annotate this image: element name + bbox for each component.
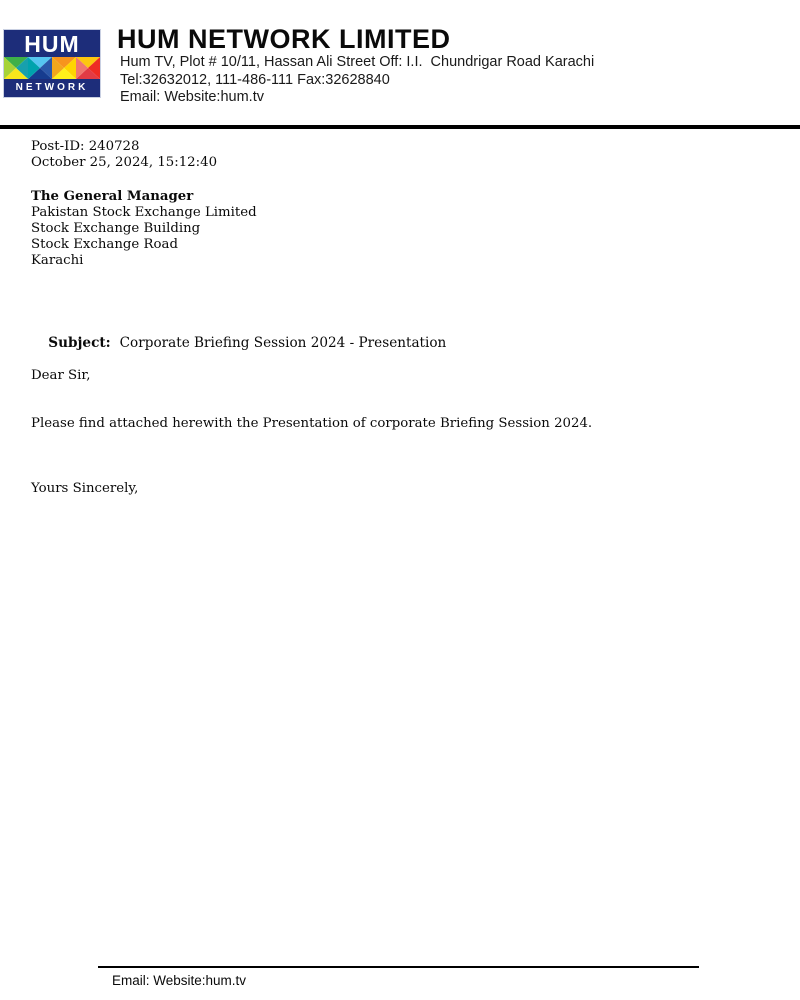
- salutation: Dear Sir,: [31, 368, 91, 383]
- subject-line: [31, 319, 446, 367]
- post-id: Post-ID: 240728: [31, 139, 140, 154]
- footer-email-line: Email: Website:hum.tv: [112, 973, 247, 988]
- footer-divider: [98, 966, 699, 968]
- header-email-line: Email: Website:hum.tv: [120, 89, 264, 105]
- header-divider: [0, 125, 800, 129]
- logo-triangles-icon: [4, 57, 100, 79]
- closing: Yours Sincerely,: [31, 481, 139, 496]
- recipient-line: Stock Exchange Road: [31, 237, 178, 252]
- header-address-line: Hum TV, Plot # 10/11, Hassan Ali Street Off: I.I. Chundrigar Road Karachi: [120, 54, 595, 70]
- letter-datetime: October 25, 2024, 15:12:40: [31, 155, 218, 170]
- subject-text: Corporate Briefing Session 2024 - Presentation: [119, 335, 447, 351]
- subject-label: Subject:: [48, 335, 111, 351]
- recipient-line: Stock Exchange Building: [31, 221, 201, 236]
- recipient-line: Karachi: [31, 253, 84, 268]
- body-paragraph: Please find attached herewith the Presentation of corporate Briefing Session 2024.: [31, 416, 593, 431]
- recipient-title: The General Manager: [31, 189, 194, 204]
- header-phone-line: Tel:32632012, 111-486-111 Fax:32628840: [120, 72, 390, 88]
- company-name: HUM NETWORK LIMITED: [117, 24, 451, 54]
- recipient-line: Pakistan Stock Exchange Limited: [31, 205, 257, 220]
- logo-network-text: NETWORK: [4, 79, 100, 97]
- hum-network-logo: [4, 30, 100, 97]
- logo-hum-text: HUM: [4, 30, 100, 57]
